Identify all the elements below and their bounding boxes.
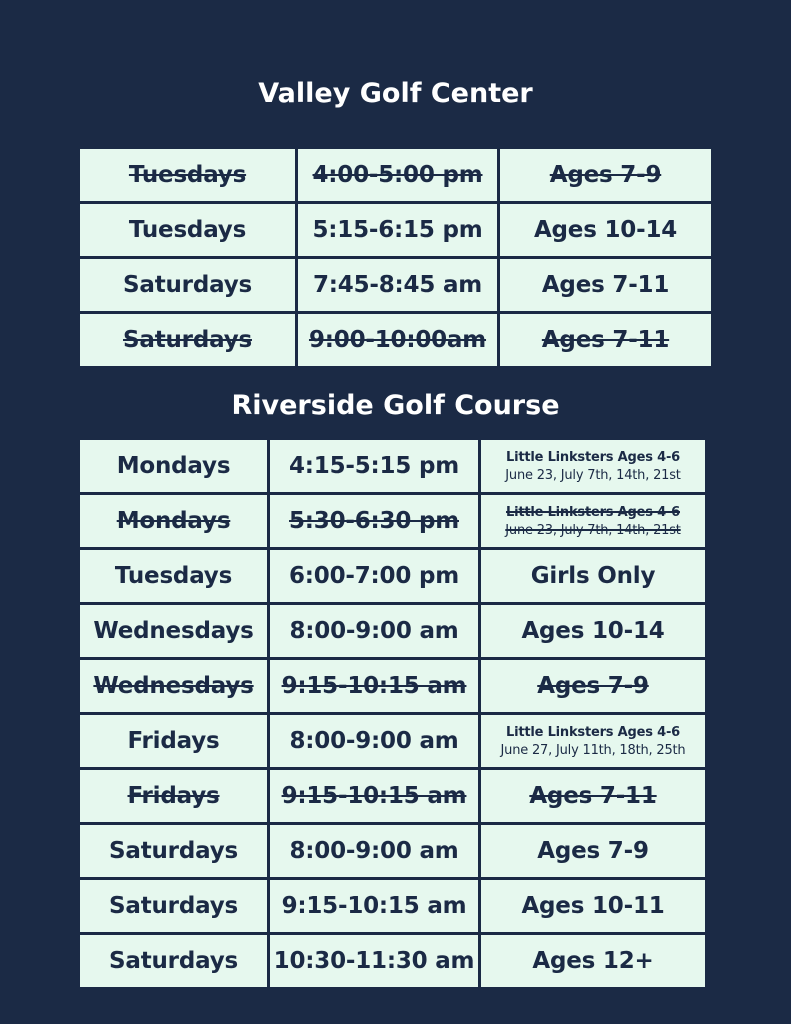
schedule-time-text: 4:00-5:00 pm bbox=[312, 162, 483, 188]
schedule-group-text: Little Linksters Ages 4-6 bbox=[506, 724, 680, 740]
schedule-time-text: 8:00-9:00 am bbox=[289, 618, 459, 644]
schedule-day-text: Tuesdays bbox=[114, 563, 233, 589]
schedule-group-cell bbox=[481, 935, 705, 987]
schedule-group-text: Ages 7-9 bbox=[537, 673, 649, 699]
schedule-time-text: 6:00-7:00 pm bbox=[289, 563, 459, 589]
schedule-time-cell bbox=[270, 605, 478, 657]
schedule-day-cell bbox=[80, 259, 295, 311]
schedule-group-text: Ages 7-9 bbox=[549, 162, 662, 188]
schedule-day-text: Tuesdays bbox=[128, 162, 247, 188]
schedule-time-cell bbox=[270, 825, 478, 877]
schedule-day-cell bbox=[80, 770, 267, 822]
schedule-time-text: 8:00-9:00 am bbox=[289, 838, 459, 864]
schedule-day-cell bbox=[80, 825, 267, 877]
schedule-time-text: 9:15-10:15 am bbox=[281, 783, 467, 809]
schedule-time-text: 5:15-6:15 pm bbox=[312, 217, 483, 243]
schedule-day-text: Tuesdays bbox=[128, 217, 247, 243]
schedule-dates-text: June 27, July 11th, 18th, 25th bbox=[500, 742, 686, 758]
schedule-time-cell bbox=[298, 259, 497, 311]
schedule-group-cell bbox=[481, 770, 705, 822]
schedule-group-text: Little Linksters Ages 4-6 bbox=[506, 504, 680, 520]
schedule-day-text: Mondays bbox=[116, 453, 231, 479]
schedule-table-valley-golf-center bbox=[80, 149, 711, 366]
schedule-day-cell bbox=[80, 935, 267, 987]
schedule-group-text: Little Linksters Ages 4-6 bbox=[506, 449, 680, 465]
schedule-group-text: Ages 7-11 bbox=[529, 783, 657, 809]
schedule-day-text: Mondays bbox=[116, 508, 231, 534]
schedule-day-cell bbox=[80, 314, 295, 366]
schedule-day-text: Saturdays bbox=[109, 893, 238, 919]
schedule-time-cell bbox=[270, 935, 478, 987]
schedule-group-text: Ages 7-11 bbox=[541, 272, 670, 298]
schedule-dates-text: June 23, July 7th, 14th, 21st bbox=[505, 522, 681, 538]
schedule-group-cell bbox=[481, 550, 705, 602]
schedule-time-text: 8:00-9:00 am bbox=[289, 728, 459, 754]
schedule-group-text: Ages 7-11 bbox=[541, 327, 670, 353]
schedule-group-cell bbox=[500, 259, 711, 311]
schedule-group-cell bbox=[481, 715, 705, 767]
schedule-day-cell bbox=[80, 149, 295, 201]
schedule-group-cell bbox=[481, 825, 705, 877]
schedule-time-text: 7:45-8:45 am bbox=[312, 272, 483, 298]
schedule-day-cell bbox=[80, 204, 295, 256]
schedule-day-text: Saturdays bbox=[123, 327, 252, 353]
schedule-day-cell bbox=[80, 440, 267, 492]
schedule-time-cell bbox=[270, 880, 478, 932]
schedule-time-text: 9:00-10:00am bbox=[308, 327, 487, 353]
schedule-day-cell bbox=[80, 715, 267, 767]
schedule-time-text: 4:15-5:15 pm bbox=[289, 453, 459, 479]
schedule-group-text: Ages 10-14 bbox=[533, 217, 678, 243]
schedule-time-cell bbox=[298, 149, 497, 201]
schedule-group-text: Ages 10-14 bbox=[521, 618, 665, 644]
schedule-group-cell bbox=[500, 314, 711, 366]
schedule-group-text: Ages 12+ bbox=[532, 948, 654, 974]
schedule-time-cell bbox=[270, 715, 478, 767]
schedule-group-cell bbox=[481, 660, 705, 712]
schedule-day-text: Wednesdays bbox=[93, 618, 254, 644]
schedule-dates-text: June 23, July 7th, 14th, 21st bbox=[505, 467, 681, 483]
schedule-time-cell bbox=[298, 314, 497, 366]
schedule-time-cell bbox=[298, 204, 497, 256]
schedule-time-cell bbox=[270, 495, 478, 547]
schedule-time-text: 9:15-10:15 am bbox=[281, 893, 467, 919]
schedule-time-text: 9:15-10:15 am bbox=[281, 673, 467, 699]
schedule-group-text: Ages 7-9 bbox=[537, 838, 649, 864]
schedule-time-text: 5:30-6:30 pm bbox=[289, 508, 459, 534]
schedule-day-text: Fridays bbox=[127, 783, 220, 809]
schedule-time-cell bbox=[270, 660, 478, 712]
schedule-day-cell bbox=[80, 495, 267, 547]
schedule-time-cell bbox=[270, 550, 478, 602]
schedule-time-cell bbox=[270, 440, 478, 492]
schedule-group-cell bbox=[481, 605, 705, 657]
schedule-day-text: Saturdays bbox=[123, 272, 252, 298]
schedule-day-text: Saturdays bbox=[109, 948, 238, 974]
schedule-group-cell bbox=[481, 880, 705, 932]
schedule-day-cell bbox=[80, 550, 267, 602]
section-title-riverside-golf-course: Riverside Golf Course bbox=[231, 390, 560, 421]
schedule-time-text: 10:30-11:30 am bbox=[273, 948, 475, 974]
schedule-time-cell bbox=[270, 770, 478, 822]
schedule-group-text: Ages 10-11 bbox=[521, 893, 665, 919]
schedule-table-riverside-golf-course bbox=[80, 440, 705, 987]
schedule-day-text: Wednesdays bbox=[93, 673, 254, 699]
schedule-day-text: Fridays bbox=[127, 728, 220, 754]
schedule-day-cell bbox=[80, 880, 267, 932]
schedule-group-text: Girls Only bbox=[530, 563, 656, 589]
schedule-day-cell bbox=[80, 660, 267, 712]
schedule-group-cell bbox=[500, 204, 711, 256]
section-title-valley-golf-center: Valley Golf Center bbox=[258, 78, 533, 109]
schedule-day-text: Saturdays bbox=[109, 838, 238, 864]
schedule-day-cell bbox=[80, 605, 267, 657]
schedule-group-cell bbox=[481, 495, 705, 547]
schedule-group-cell bbox=[500, 149, 711, 201]
schedule-group-cell bbox=[481, 440, 705, 492]
